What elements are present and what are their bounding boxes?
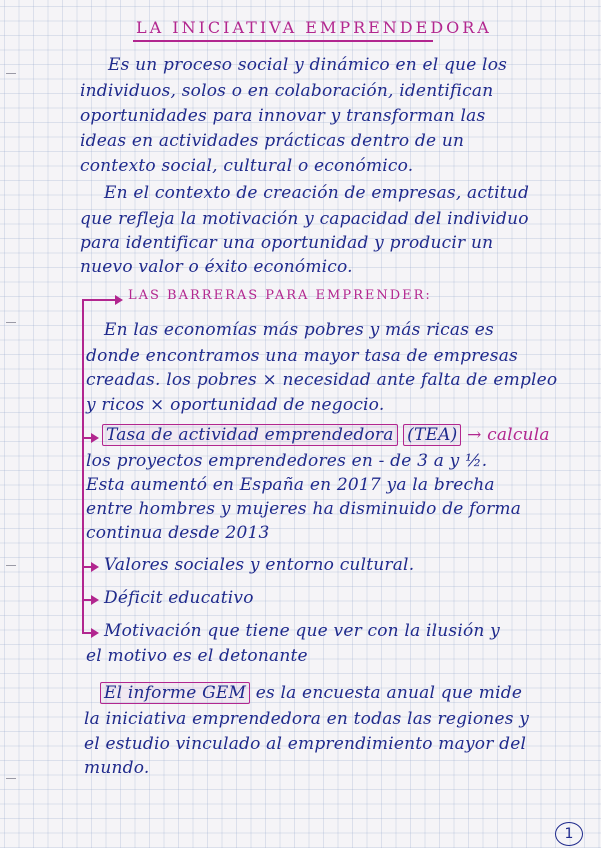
arrow-icon: [91, 562, 99, 572]
page-number: 1: [555, 822, 583, 846]
tea-arrow-text: → calcula: [467, 425, 550, 445]
margin-mark: [6, 322, 16, 323]
gem-line: mundo.: [84, 758, 150, 778]
economies-line: donde encontramos una mayor tasa de empresas: [86, 346, 518, 366]
tea-line: los proyectos emprendedores en - de 3 a y ½.: [86, 451, 488, 471]
bracket-top: [82, 299, 116, 301]
arrow-icon: [115, 295, 123, 305]
intro-line: ideas en actividades prácticas dentro de un: [80, 131, 465, 151]
margin-mark: [6, 565, 16, 566]
context-line: nuevo valor o éxito económico.: [80, 257, 353, 277]
gem-rest: es la encuesta anual que mide: [255, 683, 523, 703]
gem-heading: [100, 683, 522, 703]
page-title: LA INICIATIVA EMPRENDEDORA: [136, 18, 492, 37]
tea-line: continua desde 2013: [86, 523, 270, 543]
bracket-spine: [82, 299, 84, 632]
economies-line: y ricos × oportunidad de negocio.: [86, 395, 385, 415]
tea-label: Tasa de actividad emprendedora: [102, 424, 398, 446]
intro-line: individuos, solos o en colaboración, identifican: [80, 81, 494, 101]
economies-line: En las economías más pobres y más ricas es: [104, 320, 494, 340]
intro-line: oportunidades para innovar y transforman las: [80, 106, 486, 126]
bullet-item: Déficit educativo: [104, 588, 254, 608]
intro-line: Es un proceso social y dinámico en el que los: [108, 55, 508, 75]
intro-line: contexto social, cultural o económico.: [80, 156, 414, 176]
context-line: que refleja la motivación y capacidad del individuo: [80, 209, 529, 229]
gem-line: el estudio vinculado al emprendimiento mayor del: [84, 734, 527, 754]
arrow-icon: [91, 628, 99, 638]
margin-mark: [6, 778, 16, 779]
context-line: para identificar una oportunidad y producir un: [80, 233, 494, 253]
economies-line: creadas. los pobres × necesidad ante falta de empleo: [86, 370, 558, 390]
tea-heading: [102, 425, 550, 445]
bullet-item: Valores sociales y entorno cultural.: [104, 555, 415, 575]
tea-abbr: (TEA): [403, 424, 461, 446]
gem-label: El informe GEM: [100, 682, 250, 704]
arrow-icon: [91, 595, 99, 605]
context-line: En el contexto de creación de empresas, actitud: [104, 183, 530, 203]
motivation-line: el motivo es el detonante: [86, 646, 308, 666]
title-underline: [133, 40, 433, 42]
motivation-line: Motivación que tiene que ver con la ilusión y: [104, 621, 500, 641]
tea-line: entre hombres y mujeres ha disminuido de forma: [86, 499, 522, 519]
section-heading: LAS BARRERAS PARA EMPRENDER:: [128, 288, 432, 303]
margin-mark: [6, 73, 16, 74]
arrow-icon: [91, 433, 99, 443]
gem-line: la iniciativa emprendedora en todas las regiones y: [84, 709, 530, 729]
tea-line: Esta aumentó en España en 2017 ya la brecha: [86, 475, 495, 495]
